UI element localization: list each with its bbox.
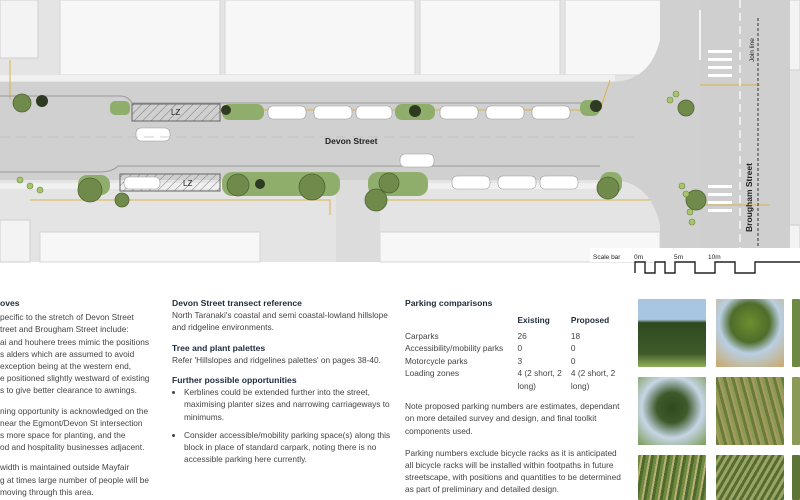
parked-car	[124, 177, 160, 189]
table-row: Accessibility/mobility parks 0 0	[405, 343, 576, 354]
overview-line: treet and Brougham Street include:	[0, 324, 129, 335]
parked-car	[486, 106, 524, 119]
overview-line: e positioned slightly westward of existing	[0, 373, 150, 384]
building-block	[420, 0, 560, 75]
overview-line: g at times large number of people will be	[0, 474, 149, 485]
tree	[13, 94, 31, 112]
overview-line: s alders which are assumed to avoid	[0, 348, 135, 359]
tussock-photo	[638, 455, 706, 500]
overview-line: near the Egmont/Devon St intersection	[0, 417, 143, 428]
parking-heading: Parking comparisons	[405, 298, 493, 308]
building-block	[60, 0, 220, 75]
overview-column	[0, 297, 160, 498]
transect-text: North Taranaki's coastal and semi coastal-lowland hillslope and ridgeline environments.	[172, 310, 388, 333]
overview-line: s more space for planting, and the	[0, 430, 126, 441]
moving-car	[136, 128, 170, 141]
overview-line: ai and houhere trees mimic the positions	[0, 336, 149, 347]
tree	[597, 177, 619, 199]
parked-car	[314, 106, 352, 119]
parking-note-1: Note proposed parking numbers are estimates, dependant on more detailed survey and design, and final toolkit components used.	[405, 401, 620, 436]
palm	[221, 105, 231, 115]
overview-line: pecific to the stretch of Devon Street	[0, 312, 134, 323]
scale-bar-graphic	[635, 260, 800, 276]
moving-car	[400, 154, 434, 167]
building-block	[40, 232, 260, 262]
parked-car	[498, 176, 536, 189]
tree-photo-1	[638, 299, 706, 367]
tree	[365, 189, 387, 211]
parked-car	[540, 176, 578, 189]
palm	[409, 105, 421, 117]
opportunity-item: • Kerblines could be extended further into the street, maximising planter sizes and narrowing carriageways to minimums.	[184, 386, 394, 423]
opportunity-item: • Consider accessible/mobility parking space(s) along this block in place of standard carpark, noting there is no accessible parking here currently.	[184, 429, 394, 466]
parked-car	[440, 106, 478, 119]
tree	[115, 193, 129, 207]
table-row: Loading zones 4 (2 short, 2 long) 4 (2 short, 2 long)	[405, 368, 616, 391]
overview-line: ning opportunity is acknowledged on the	[0, 405, 149, 416]
transect-heading: Devon Street transect reference	[172, 298, 302, 308]
palm-photo	[638, 377, 706, 445]
planter	[110, 101, 130, 115]
building-block	[0, 0, 38, 58]
palm	[590, 100, 602, 112]
overview-line: width is maintained outside Mayfair	[0, 462, 130, 473]
tree	[78, 178, 102, 202]
palm	[36, 95, 48, 107]
cross-street-label: Brougham Street	[744, 163, 754, 232]
overview-line: s to give better clearance to awnings.	[0, 385, 137, 396]
parked-car	[356, 106, 392, 119]
overview-line: moving through this area.	[0, 486, 94, 497]
scale-bar-label: Scale bar	[593, 254, 621, 261]
tree	[299, 174, 325, 200]
cabbage-tree-photo	[716, 299, 784, 367]
photo-partial	[792, 455, 800, 500]
parked-car	[452, 176, 490, 189]
parked-car	[532, 106, 570, 119]
grass-photo	[716, 377, 784, 445]
photo-partial	[792, 299, 800, 367]
tree	[678, 100, 694, 116]
transect-column	[172, 297, 394, 471]
table-row: Motorcycle parks 3 0	[405, 355, 576, 366]
overview-heading: oves	[0, 298, 20, 308]
overview-line: exception being at the western end,	[0, 361, 131, 372]
scale-tick-10: 10m	[708, 254, 721, 261]
parking-column	[405, 297, 625, 495]
palettes-heading: Tree and plant palettes	[172, 342, 266, 353]
parked-car	[268, 106, 306, 119]
opportunities-heading: Further possible opportunities	[172, 375, 297, 386]
loading-zone-label: LZ	[183, 179, 193, 188]
join-line-label: Join line	[749, 38, 756, 62]
overview-line: od and hospitality businesses adjacent.	[0, 442, 145, 453]
photo-partial	[792, 377, 800, 445]
tree	[227, 174, 249, 196]
parking-note-2: Parking numbers exclude bicycle racks as it is anticipated all bicycle racks will be installed within footpaths in future streetscape, with positions and quantities to be determined as part of preliminary and detailed design.	[405, 447, 621, 495]
tree	[379, 173, 399, 193]
parking-col-header: Proposed	[570, 315, 610, 326]
plant-photo	[716, 455, 784, 500]
loading-zone-label: LZ	[171, 108, 181, 117]
palettes-text: Refer 'Hillslopes and ridgelines palettes' on pages 38-40.	[172, 354, 381, 365]
parking-col-header	[405, 314, 518, 327]
street-name-label: Devon Street	[325, 136, 378, 146]
table-row: Carparks 26 18	[405, 330, 581, 341]
building-block	[225, 0, 415, 75]
building-block	[0, 220, 30, 262]
palm	[255, 179, 265, 189]
parking-col-header: Existing	[517, 315, 550, 326]
opportunities-list	[172, 386, 394, 465]
scale-tick-5: 5m	[674, 254, 684, 261]
scale-tick-0: 0m	[634, 254, 644, 261]
parking-table	[405, 314, 625, 392]
